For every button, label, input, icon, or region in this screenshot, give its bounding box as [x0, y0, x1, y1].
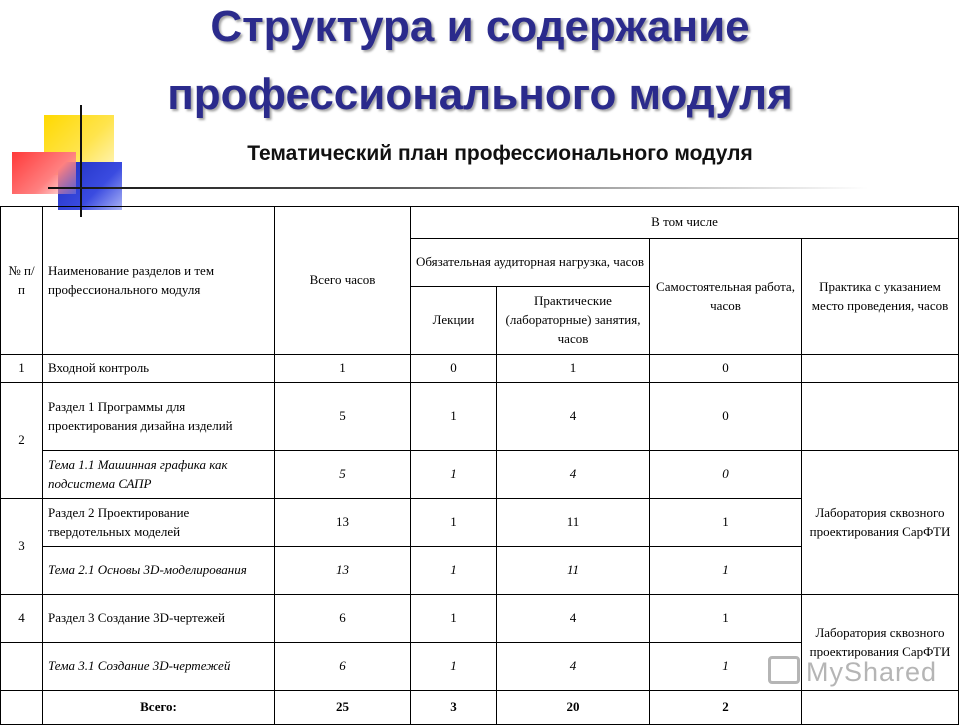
- page-title-line-2: профессионального модуля: [167, 70, 793, 119]
- row-name: Раздел 1 Программы для проектирования дизайна изделий: [43, 383, 275, 451]
- row-total: 6: [275, 643, 411, 691]
- row-practical: 11: [497, 499, 650, 547]
- row-independent: 0: [650, 383, 802, 451]
- row-num: 1: [1, 355, 43, 383]
- row-independent: 1: [650, 595, 802, 643]
- row-lectures: 1: [411, 643, 497, 691]
- table-row: [1, 383, 959, 451]
- row-practical: 4: [497, 383, 650, 451]
- row-name: Раздел 2 Проектирование твердотельных моделей: [43, 499, 275, 547]
- row-practice: Лаборатория сквозного проектирования СарФТИ: [802, 451, 959, 595]
- header-practical: Практические (лабораторные) занятия, часов: [497, 287, 650, 355]
- decor-horizontal-line: [48, 187, 868, 189]
- row-name: Тема 1.1 Машинная графика как подсистема САПР: [43, 451, 275, 499]
- row-total: 5: [275, 451, 411, 499]
- row-total: 1: [275, 355, 411, 383]
- watermark-text: MyShared: [806, 657, 938, 687]
- row-practical: 1: [497, 355, 650, 383]
- header-independent: Самостоятельная работа, часов: [650, 239, 802, 355]
- row-independent: 1: [650, 499, 802, 547]
- row-num: 4: [1, 595, 43, 643]
- row-practice: [802, 355, 959, 383]
- row-total: 6: [275, 595, 411, 643]
- row-total: 13: [275, 547, 411, 595]
- row-practical: 11: [497, 547, 650, 595]
- header-including: В том числе: [411, 207, 959, 239]
- totals-practice: [802, 691, 959, 725]
- page-title-line-1: Структура и содержание: [210, 2, 750, 51]
- row-name: Раздел 3 Создание 3D-чертежей: [43, 595, 275, 643]
- header-practice: Практика с указанием место проведения, часов: [802, 239, 959, 355]
- row-num: [1, 643, 43, 691]
- row-lectures: 0: [411, 355, 497, 383]
- row-independent: 0: [650, 451, 802, 499]
- row-independent: 0: [650, 355, 802, 383]
- totals-lectures: 3: [411, 691, 497, 725]
- decor-vertical-line: [80, 105, 82, 217]
- row-practice: Лаборатория сквозного проектирования СарФТИ: [802, 595, 959, 691]
- header-mandatory: Обязательная аудиторная нагрузка, часов: [411, 239, 650, 287]
- totals-row: [1, 691, 959, 725]
- row-name: Тема 3.1 Создание 3D-чертежей: [43, 643, 275, 691]
- row-total: 5: [275, 383, 411, 451]
- watermark-icon: [768, 656, 800, 684]
- subtitle: Тематический план профессионального модуля: [247, 142, 753, 165]
- totals-num: [1, 691, 43, 725]
- row-name: Тема 2.1 Основы 3D-моделирования: [43, 547, 275, 595]
- row-practical: 4: [497, 451, 650, 499]
- row-lectures: 1: [411, 595, 497, 643]
- header-total: Всего часов: [275, 207, 411, 355]
- table-row: [1, 355, 959, 383]
- row-num: 2: [1, 383, 43, 499]
- row-independent: 1: [650, 547, 802, 595]
- totals-label: Всего:: [43, 691, 275, 725]
- thematic-plan-table: [0, 206, 959, 725]
- totals-total: 25: [275, 691, 411, 725]
- row-independent: 1: [650, 643, 802, 691]
- row-practical: 4: [497, 595, 650, 643]
- header-num: № п/п: [1, 207, 43, 355]
- row-lectures: 1: [411, 383, 497, 451]
- row-total: 13: [275, 499, 411, 547]
- table-header-row: [1, 207, 959, 239]
- row-practical: 4: [497, 643, 650, 691]
- row-practice: [802, 383, 959, 451]
- watermark: [768, 656, 937, 688]
- table-row: [1, 595, 959, 643]
- row-lectures: 1: [411, 499, 497, 547]
- totals-independent: 2: [650, 691, 802, 725]
- totals-practical: 20: [497, 691, 650, 725]
- row-lectures: 1: [411, 451, 497, 499]
- row-num: 3: [1, 499, 43, 595]
- header-lectures: Лекции: [411, 287, 497, 355]
- row-name: Входной контроль: [43, 355, 275, 383]
- table-row: [1, 451, 959, 499]
- row-lectures: 1: [411, 547, 497, 595]
- header-name: Наименование разделов и тем профессионального модуля: [43, 207, 275, 355]
